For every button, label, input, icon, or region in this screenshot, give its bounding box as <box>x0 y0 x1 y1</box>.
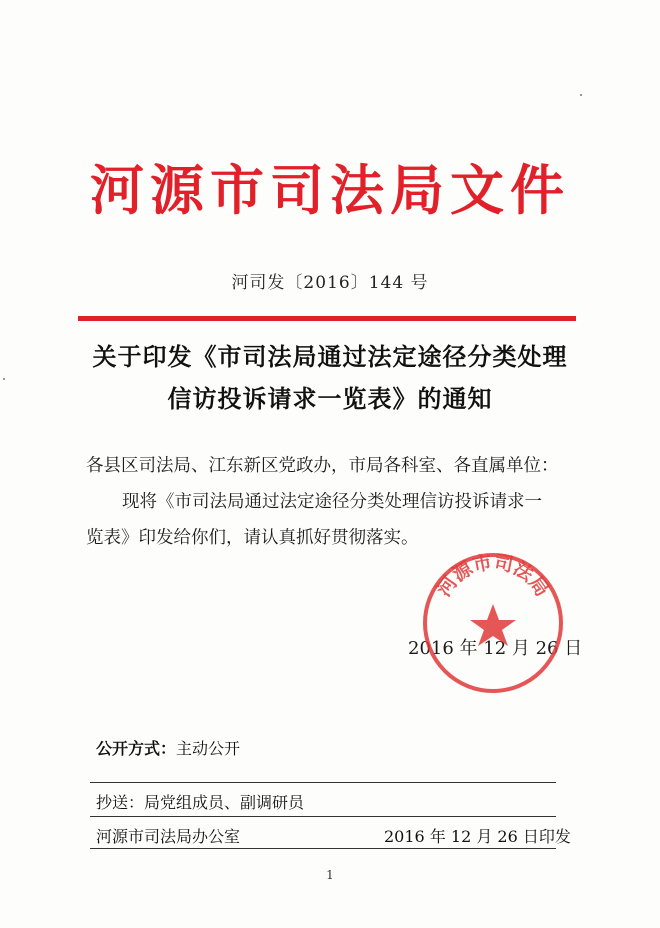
body-text-line2: 览表》印发给你们，请认真抓好贯彻落实。 <box>86 528 419 548</box>
disclosure-line <box>96 736 240 759</box>
scan-speck <box>580 94 582 96</box>
page-number: 1 <box>326 868 334 882</box>
seal-text: 河源市司法局 <box>432 551 554 601</box>
issuing-office: 河源市司法局办公室 <box>96 827 241 846</box>
seal-star-icon <box>470 604 516 646</box>
disclosure-label: 公开方式： <box>96 739 177 758</box>
agency-header-title: 河源市司法局文件 <box>90 158 570 222</box>
document-number: 河司发〔2016〕144 号 <box>231 273 429 293</box>
issue-date: 2016 年 12 月 26 日 <box>408 638 583 659</box>
footer-rule-bottom <box>90 848 556 849</box>
print-date: 2016 年 12 月 26 日印发 <box>384 827 571 846</box>
red-divider <box>78 316 576 321</box>
disclosure-value: 主动公开 <box>176 739 241 758</box>
notice-title <box>80 336 580 420</box>
footer-rule-middle <box>90 816 556 817</box>
recipient-line: 各县区司法局、江东新区党政办，市局各科室、各直属单位： <box>86 456 559 476</box>
official-seal <box>418 548 568 698</box>
footer-rule-top <box>90 782 556 783</box>
cc-line: 抄送：局党组成员、副调研员 <box>96 793 305 812</box>
body-text-line1: 现将《市司法局通过法定途径分类处理信访投诉请求一 <box>122 492 542 512</box>
notice-title-line1: 关于印发《市司法局通过法定途径分类处理 <box>92 342 568 371</box>
scan-speck <box>3 378 5 380</box>
notice-title-line2: 信访投诉请求一览表》的通知 <box>167 384 493 413</box>
